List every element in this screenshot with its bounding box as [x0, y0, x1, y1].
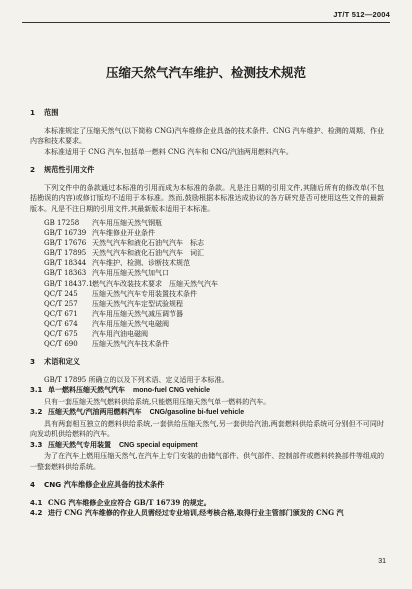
section-number: 2: [30, 165, 36, 174]
section-number: 4: [30, 480, 36, 490]
reference-title: 天然气汽车和液化石油气汽车 标志: [92, 239, 204, 248]
section-title: 规范性引用文件: [44, 165, 95, 174]
reference-title: 汽车用压缩天然气减压调节器: [92, 309, 183, 318]
reference-title: 汽车用压缩天然气加气口: [92, 269, 169, 278]
reference-item: [44, 319, 384, 329]
term-definition: 只有一套压缩天然气燃料供给系统,只能燃用压缩天然气单一燃料的汽车。: [44, 397, 271, 406]
reference-code: GB/T 18437.1: [44, 279, 93, 288]
reference-title: 压缩天然气汽车技术条件: [92, 340, 169, 349]
reference-code: QC/T 690: [44, 340, 78, 349]
reference-code: GB/T 18363: [44, 269, 87, 278]
term-chinese: 压缩天然气/汽油两用燃料汽车: [48, 408, 142, 417]
reference-code: QC/T 245: [44, 289, 78, 298]
clause-item: [30, 508, 384, 519]
reference-title: 燃气汽车改装技术要求 压缩天然气汽车: [92, 279, 218, 288]
term-english: CNG/gasoline bi-fuel vehicle: [149, 409, 245, 417]
reference-code: GB/T 17676: [44, 239, 87, 248]
reference-item: [44, 238, 384, 248]
reference-item: [44, 258, 384, 268]
reference-item: [44, 228, 384, 238]
section-2-intro: 下列文件中的条款通过本标准的引用而成为本标准的条款。凡是注日期的引用文件,其随后所有的修改单(不包括勘误的内容)或修订版均不适用于本标准。然而,鼓励根据本标准达成协议的各方研究是否可使用这些文件的最新版本。凡是不注日期的引用文件,其最新版本适用于本标准。: [30, 183, 384, 213]
reference-code: GB 17258: [44, 219, 80, 227]
page-number: 31: [378, 558, 386, 565]
clause-number: 4.2: [30, 509, 43, 518]
reference-code: GB/T 17895: [44, 249, 87, 258]
reference-item: [44, 268, 384, 278]
clause-item: [30, 498, 384, 509]
section-number: 1: [30, 108, 36, 117]
reference-code: QC/T 257: [44, 299, 78, 308]
header-rule: [22, 22, 390, 23]
reference-code: QC/T 675: [44, 330, 78, 339]
reference-item: [44, 329, 384, 339]
reference-code: GB/T 16739: [44, 229, 87, 238]
reference-item: [44, 279, 384, 289]
section-2-heading: [30, 165, 384, 176]
term-english: mono-fuel CNG vehicle: [133, 387, 211, 395]
clause-text: CNG 汽车维修企业应符合 GB/T 16739 的规定。: [48, 497, 211, 507]
reference-title: 汽车维护、检测、诊断技术规范: [92, 259, 190, 268]
reference-title: 压缩天然气汽车定型试验规程: [92, 299, 183, 308]
reference-code: GB/T 18344: [44, 259, 87, 268]
reference-item: [44, 339, 384, 349]
section-1-paragraph: 本标准适用于 CNG 汽车,包括单一燃料 CNG 汽车和 CNG/汽油两用燃料汽车。: [44, 147, 293, 156]
document-title: 压缩天然气汽车维护、检测技术规范: [105, 65, 306, 80]
section-4-heading: [30, 480, 384, 491]
section-3-heading: [30, 357, 384, 368]
section-title: 范围: [44, 108, 59, 117]
reference-item: [44, 218, 384, 228]
reference-item: [44, 248, 384, 258]
reference-list: [44, 218, 384, 349]
reference-title: 汽车用压缩天然气钢瓶: [92, 219, 162, 227]
term-chinese: 单一燃料压缩天然气汽车: [48, 386, 125, 395]
term-number: 3.2: [30, 408, 43, 417]
section-3-intro: GB/T 17895 所确立的以及下列术语、定义适用于本标准。: [44, 375, 229, 384]
section-title: CNG 汽车维修企业应具备的技术条件: [44, 480, 165, 490]
reference-item: [44, 289, 384, 299]
section-title: 术语和定义: [44, 357, 80, 367]
term-definition: 为了在汽车上燃用压缩天然气,在汽车上专门安装的由储气部件、供气部件、控制部件或燃料转换部件等组成的一整套燃料供给系统。: [30, 452, 384, 471]
term-heading: [30, 385, 384, 397]
section-1-paragraph: 本标准规定了压缩天然气(以下简称 CNG)汽车维修企业具备的技术条件、CNG 汽车维护、检测的周期、作业内容和技术要求。: [30, 126, 384, 145]
term-number: 3.3: [30, 440, 43, 449]
section-1-heading: [30, 108, 384, 119]
reference-title: 压缩天然气汽车专用装置技术条件: [92, 289, 197, 298]
reference-code: QC/T 671: [44, 309, 78, 318]
term-number: 3.1: [30, 386, 43, 395]
reference-item: [44, 309, 384, 319]
term-heading: [30, 440, 384, 452]
reference-title: 汽车用压缩天然气电磁阀: [92, 319, 169, 328]
reference-title: 天然气汽车和液化石油气汽车 词汇: [92, 249, 204, 258]
term-heading: [30, 407, 384, 419]
clause-text: 进行 CNG 汽车维修的作业人员需经过专业培训,经考核合格,取得行业主管部门颁发的 CNG 汽: [48, 508, 344, 518]
reference-title: 汽车维修业开业条件: [92, 229, 155, 238]
term-chinese: 压缩天然气专用装置: [48, 440, 111, 449]
term-definition: 具有两套相互独立的燃料供给系统,一套供给压缩天然气,另一套供给汽油,两套燃料供给系统可分别但不可同时向发动机供给燃料的汽车。: [30, 419, 384, 439]
clause-number: 4.1: [30, 498, 43, 507]
reference-title: 汽车用汽油电磁阀: [92, 330, 148, 339]
reference-code: QC/T 674: [44, 319, 78, 328]
reference-item: [44, 299, 384, 309]
section-number: 3: [30, 357, 36, 367]
document-body: [30, 108, 384, 519]
standard-code: JT/T 512—2004: [333, 10, 390, 19]
term-english: CNG special equipment: [119, 441, 198, 449]
